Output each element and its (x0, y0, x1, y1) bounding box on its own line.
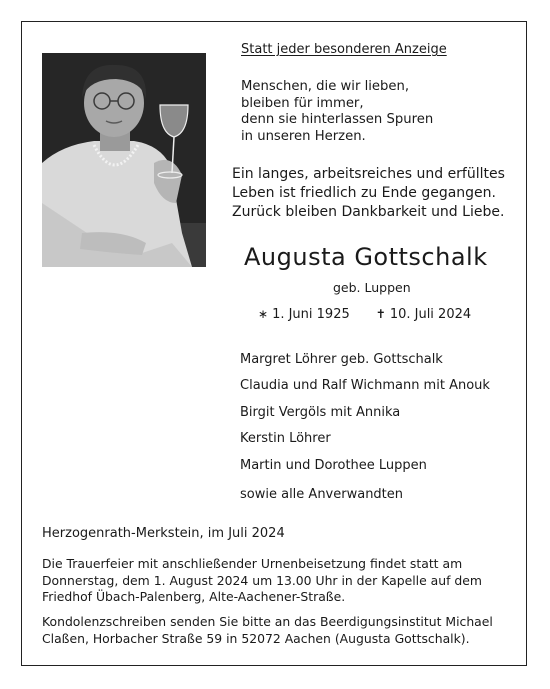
mourner: Claudia und Ralf Wichmann mit Anouk (240, 378, 490, 393)
life-line: Ein langes, arbeitsreiches und erfülltes (232, 166, 505, 182)
funeral-info: Die Trauerfeier mit anschließender Urnenbeisetzung findet statt am Donnerstag, dem 1. August 2024 um 13.00 Uhr in der Kapelle auf dem Friedhof Übach-Palenberg, Alte-Aachener-Straße. (42, 556, 482, 604)
mourner: Martin und Dorothee Luppen (240, 458, 427, 473)
poem-line: Menschen, die wir lieben, (241, 79, 410, 94)
life-text (232, 165, 505, 222)
life-dates (258, 307, 471, 322)
poem (241, 79, 433, 145)
deceased-name: Augusta Gottschalk (244, 243, 488, 271)
death-cross-icon: ✝ (375, 307, 386, 321)
portrait-photo (42, 53, 206, 267)
mourner: Kerstin Löhrer (240, 431, 331, 446)
birth-date: 1. Juni 1925 (272, 307, 350, 322)
poem-line: in unseren Herzen. (241, 128, 366, 144)
life-line: Zurück bleiben Dankbarkeit und Liebe. (232, 204, 505, 220)
condolence-info: Kondolenzschreiben senden Sie bitte an das Beerdigungsinstitut Michael Claßen, Horbacher Straße 59 in 52072 Aachen (Augusta Gottschalk). (42, 614, 493, 646)
birth-star-icon: ∗ (258, 307, 269, 321)
notice-header: Statt jeder besonderen Anzeige (241, 42, 447, 57)
mourner: Margret Löhrer geb. Gottschalk (240, 352, 443, 367)
place-date: Herzogenrath-Merkstein, im Juli 2024 (42, 526, 285, 541)
poem-line: bleiben für immer, (241, 95, 364, 111)
mourner: Birgit Vergöls mit Annika (240, 405, 401, 420)
maiden-name: geb. Luppen (333, 280, 411, 295)
life-line: Leben ist friedlich zu Ende gegangen. (232, 185, 496, 201)
death-date: 10. Juli 2024 (389, 307, 472, 322)
poem-line: denn sie hinterlassen Spuren (241, 112, 434, 127)
portrait-image (42, 53, 206, 267)
mourner-others: sowie alle Anverwandten (240, 487, 404, 502)
